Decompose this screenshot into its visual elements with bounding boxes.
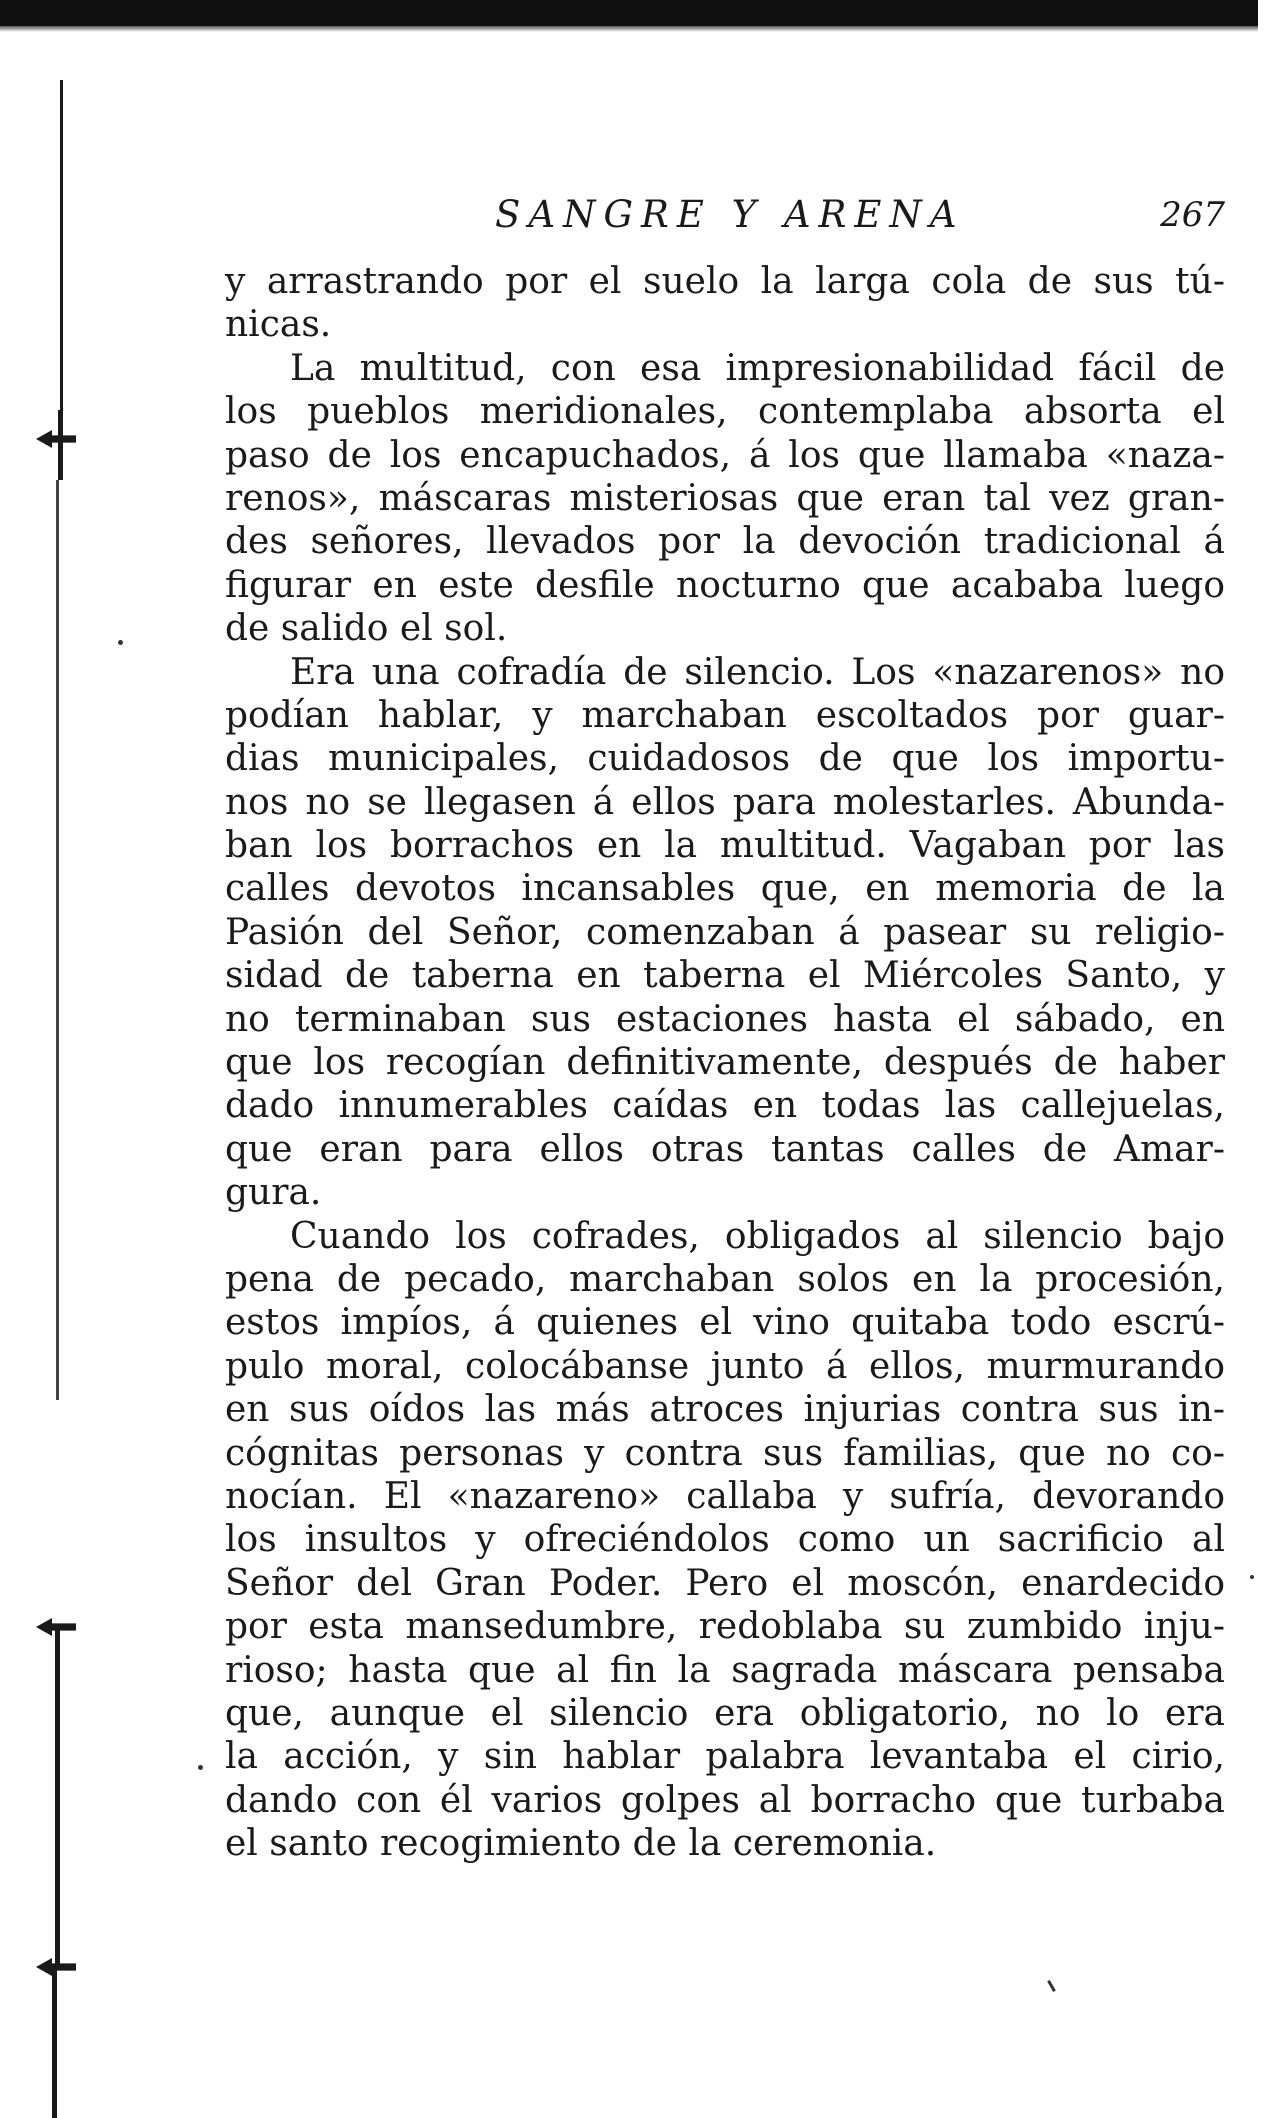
book-page xyxy=(225,190,1225,1865)
text-line: los insultos y ofreciéndolos como un sacrificio al xyxy=(225,1519,1225,1561)
binding-edge-line xyxy=(56,480,59,1400)
text-line: estos impíos, á quienes el vino quitaba todo escrú- xyxy=(225,1302,1225,1344)
text-line: dias municipales, cuidadosos de que los importu- xyxy=(225,738,1225,780)
text-line: dando con él varios golpes al borracho que turbaba xyxy=(225,1779,1225,1821)
page-number: 267 xyxy=(1160,195,1225,235)
text-line: no terminaban sus estaciones hasta el sábado, en xyxy=(225,998,1225,1040)
binding-arrow-icon xyxy=(36,430,76,448)
text-line: los pueblos meridionales, contemplaba absorta el xyxy=(225,391,1225,433)
text-line: sidad de taberna en taberna el Miércoles Santo, y xyxy=(225,955,1225,997)
text-line: podían hablar, y marchaban escoltados por guar- xyxy=(225,694,1225,736)
text-line: Pasión del Señor, comenzaban á pasear su religio- xyxy=(225,911,1225,953)
text-line: rioso; hasta que al fin la sagrada máscara pensaba xyxy=(225,1649,1225,1691)
text-line: figurar en este desfile nocturno que acababa luego xyxy=(225,564,1225,606)
text-line: gura. xyxy=(225,1172,322,1214)
binding-edge-line xyxy=(58,410,63,480)
text-line: Cuando los cofrades, obligados al silencio bajo xyxy=(290,1215,1225,1257)
text-line: des señores, llevados por la devoción tradicional á xyxy=(225,521,1225,563)
text-line: dado innumerables caídas en todas las callejuelas, xyxy=(225,1085,1225,1127)
text-line: en sus oídos las más atroces injurias contra sus in- xyxy=(225,1389,1225,1431)
text-line: paso de los encapuchados, á los que llamaba «naza- xyxy=(225,434,1225,476)
text-line: nos no se llegasen á ellos para molestarles. Abunda- xyxy=(225,781,1225,823)
scan-speck xyxy=(118,640,123,645)
text-line: que, aunque el silencio era obligatorio, no lo era xyxy=(225,1692,1225,1734)
text-line: nicas. xyxy=(225,304,332,346)
text-line: que eran para ellos otras tantas calles de Amar- xyxy=(225,1128,1225,1170)
text-line: renos», máscaras misteriosas que eran tal vez gran- xyxy=(225,477,1225,519)
binding-edge-line xyxy=(52,1970,57,2118)
body-text xyxy=(225,260,1225,1865)
running-head xyxy=(225,190,1225,240)
scan-top-border xyxy=(0,0,1258,26)
text-line: pena de pecado, marchaban solos en la procesión, xyxy=(225,1258,1225,1300)
text-line: el santo recogimiento de la ceremonia. xyxy=(225,1823,937,1865)
text-line: la acción, y sin hablar palabra levantaba el cirio, xyxy=(225,1736,1225,1778)
text-line: ban los borrachos en la multitud. Vagaban por las xyxy=(225,825,1225,867)
running-title: SANGRE Y ARENA xyxy=(495,193,965,236)
binding-edge-line xyxy=(60,80,63,410)
scan-top-shadow xyxy=(0,26,1258,32)
text-line: de salido el sol. xyxy=(225,608,508,650)
text-line: que los recogían definitivamente, después de haber xyxy=(225,1042,1225,1084)
text-line: pulo moral, colocábanse junto á ellos, murmurando xyxy=(225,1345,1225,1387)
text-line: y arrastrando por el suelo la larga cola de sus tú- xyxy=(225,261,1225,302)
text-line: nocían. El «nazareno» callaba y sufría, devorando xyxy=(225,1475,1225,1517)
text-line: Era una cofradía de silencio. Los «nazarenos» no xyxy=(290,651,1225,693)
text-line: cógnitas personas y contra sus familias, que no co- xyxy=(225,1432,1225,1474)
text-line: por esta mansedumbre, redoblaba su zumbido inju- xyxy=(225,1606,1225,1648)
text-line: calles devotos incansables que, en memoria de la xyxy=(225,868,1225,910)
scan-speck xyxy=(198,1765,203,1770)
text-line: La multitud, con esa impresionabilidad fácil de xyxy=(290,347,1225,389)
scan-speck xyxy=(1250,1575,1254,1579)
text-line: Señor del Gran Poder. Pero el moscón, enardecido xyxy=(225,1562,1225,1604)
scan-speck xyxy=(1047,1980,1056,1992)
binding-edge-line xyxy=(55,1630,60,1970)
